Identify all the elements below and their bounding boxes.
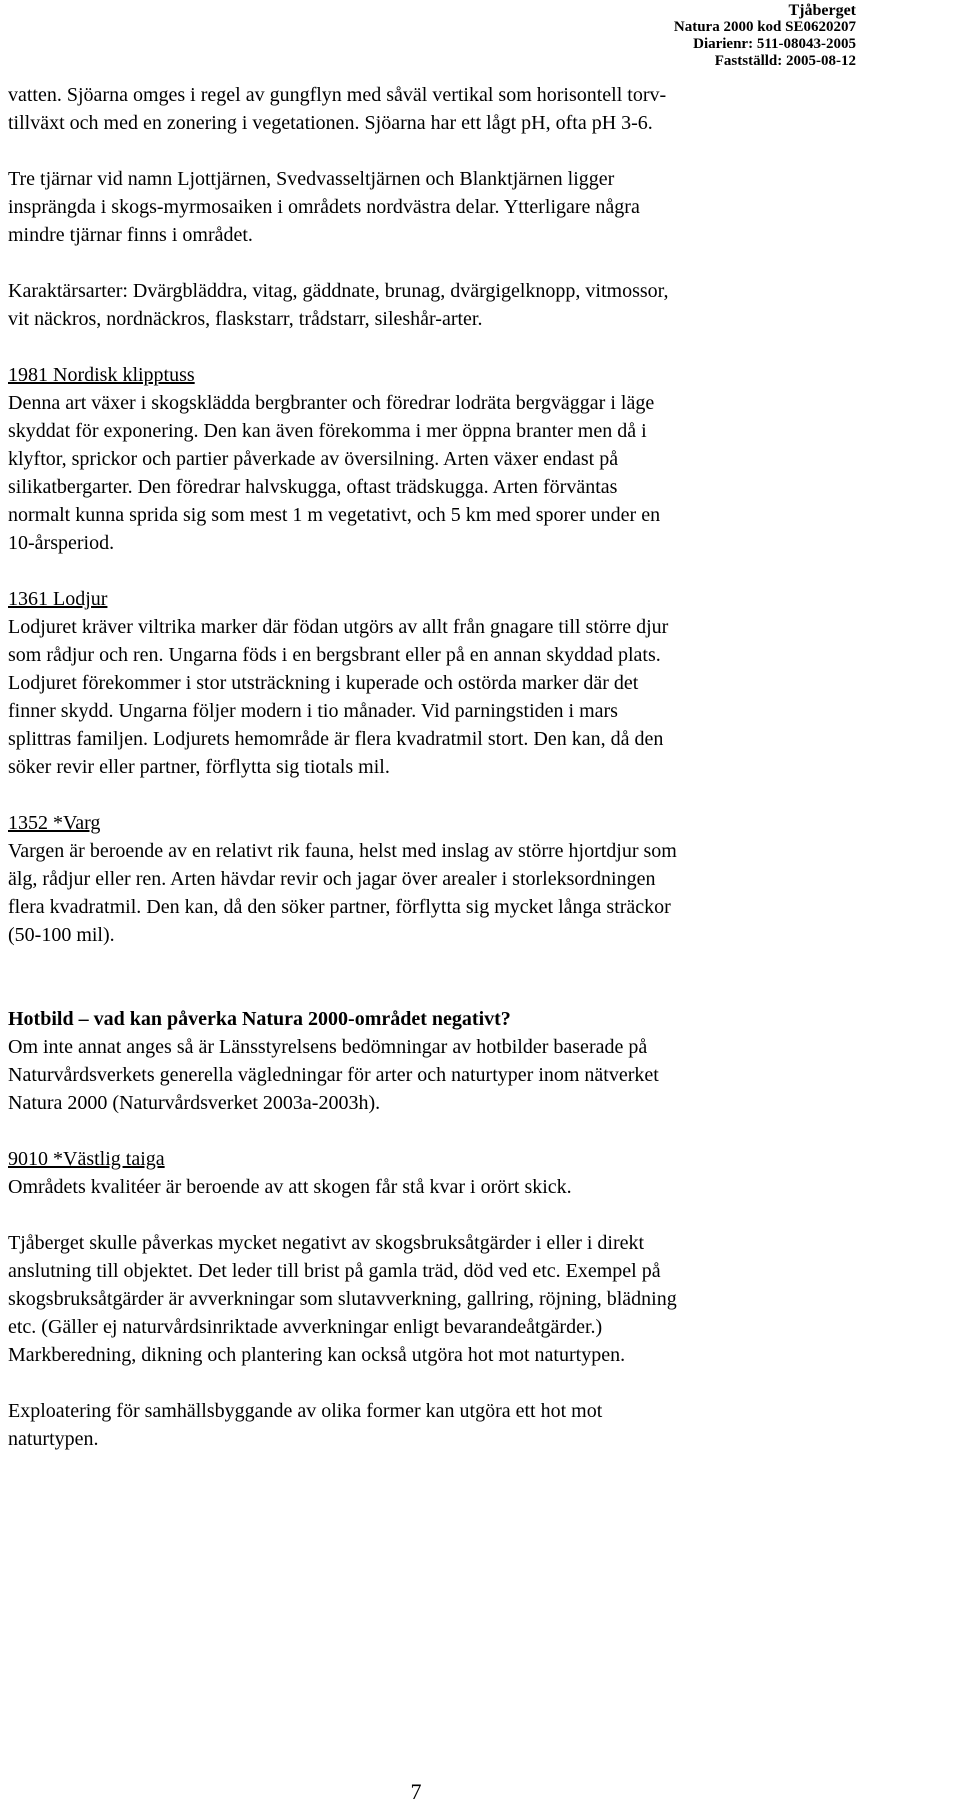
body-line: Lodjuret förekommer i stor utsträckning i kuperade och ostörda marker där det — [8, 672, 639, 694]
body-line: vit näckros, nordnäckros, flaskstarr, trådstarr, sileshår-arter. — [8, 308, 483, 330]
body-line: insprängda i skogs-myrmosaiken i områdets nordvästra delar. Ytterligare några — [8, 196, 640, 218]
body-line: klyftor, sprickor och partier påverkade av översilning. Arten växer endast på — [8, 448, 619, 470]
body-line: naturtypen. — [8, 1428, 99, 1450]
body-line: finner skydd. Ungarna följer modern i tio månader. Vid parningstiden i mars — [8, 700, 618, 722]
header-site-name: Tjåberget — [788, 2, 856, 19]
body-line: Markberedning, dikning och plantering kan också utgöra hot mot naturtypen. — [8, 1344, 626, 1366]
body-line: splittras familjen. Lodjurets hemområde är flera kvadratmil stort. Den kan, då den — [8, 728, 664, 750]
section-heading-taiga: 9010 *Västlig taiga — [8, 1148, 165, 1170]
body-line: mindre tjärnar finns i området. — [8, 224, 253, 246]
body-line: skyddat för exponering. Den kan även förekomma i mer öppna branter men då i — [8, 420, 647, 442]
body-line: vatten. Sjöarna omges i regel av gungflyn med såväl vertikal som horisontell torv- — [8, 84, 667, 106]
body-line: älg, rådjur eller ren. Arten hävdar revir och jagar över arealer i storleksordningen — [8, 868, 656, 890]
document-body — [8, 81, 958, 1453]
body-line: Områdets kvalitéer är beroende av att skogen får stå kvar i orört skick. — [8, 1176, 572, 1198]
body-line: som rådjur och ren. Ungarna föds i en bergsbrant eller på en annan skyddad plats. — [8, 644, 661, 666]
header-established-date: Fastställd: 2005-08-12 — [714, 53, 856, 69]
body-line: normalt kunna sprida sig som mest 1 m vegetativt, och 5 km med sporer under en — [8, 504, 661, 526]
section-heading-klipptuss: 1981 Nordisk klipptuss — [8, 364, 195, 386]
body-line: Karaktärsarter: Dvärgbläddra, vitag, gäddnate, brunag, dvärgigelknopp, vitmossor, — [8, 280, 669, 302]
body-line: Naturvårdsverkets generella vägledningar för arter och naturtyper inom nätverket — [8, 1064, 659, 1086]
body-line: Tjåberget skulle påverkas mycket negativt av skogsbruksåtgärder i eller i direkt — [8, 1232, 645, 1254]
header-diary-number: Diarienr: 511-08043-2005 — [693, 36, 856, 52]
body-line: 10-årsperiod. — [8, 532, 115, 554]
section-heading-varg: 1352 *Varg — [8, 812, 101, 834]
section-heading-hotbild: Hotbild – vad kan påverka Natura 2000-området negativt? — [8, 1008, 511, 1030]
body-line: etc. (Gäller ej naturvårdsinriktade avverkningar enligt bevarandeåtgärder.) — [8, 1316, 603, 1338]
body-line: Natura 2000 (Naturvårdsverket 2003a-2003h). — [8, 1092, 381, 1114]
header-natura-code: Natura 2000 kod SE0620207 — [673, 19, 856, 35]
body-line: Tre tjärnar vid namn Ljottjärnen, Svedvasseltjärnen och Blanktjärnen ligger — [8, 168, 615, 190]
body-line: Om inte annat anges så är Länsstyrelsens bedömningar av hotbilder baserade på — [8, 1036, 648, 1058]
body-line: skogsbruksåtgärder är avverkningar som slutavverkning, gallring, röjning, blädning — [8, 1288, 677, 1310]
body-line: flera kvadratmil. Den kan, då den söker partner, förflytta sig mycket långa sträckor — [8, 896, 671, 918]
body-line: silikatbergarter. Den föredrar halvskugga, oftast trädskugga. Arten förväntas — [8, 476, 618, 498]
body-line: anslutning till objektet. Det leder till brist på gamla träd, död ved etc. Exempel på — [8, 1260, 661, 1282]
body-line: Denna art växer i skogsklädda bergbranter och föredrar lodräta bergväggar i läge — [8, 392, 655, 414]
body-line: Exploatering för samhällsbyggande av olika former kan utgöra ett hot mot — [8, 1400, 603, 1422]
page-number: 7 — [410, 1779, 422, 1804]
body-line: (50-100 mil). — [8, 924, 115, 946]
body-line: Lodjuret kräver viltrika marker där födan utgörs av allt från gnagare till större djur — [8, 616, 669, 638]
document-header — [674, 2, 856, 70]
section-heading-lodjur: 1361 Lodjur — [8, 588, 108, 610]
body-line: Vargen är beroende av en relativt rik fauna, helst med inslag av större hjortdjur som — [8, 840, 677, 862]
body-line: söker revir eller partner, förflytta sig tiotals mil. — [8, 756, 390, 778]
body-line: tillväxt och med en zonering i vegetationen. Sjöarna har ett lågt pH, ofta pH 3-6. — [8, 112, 653, 134]
